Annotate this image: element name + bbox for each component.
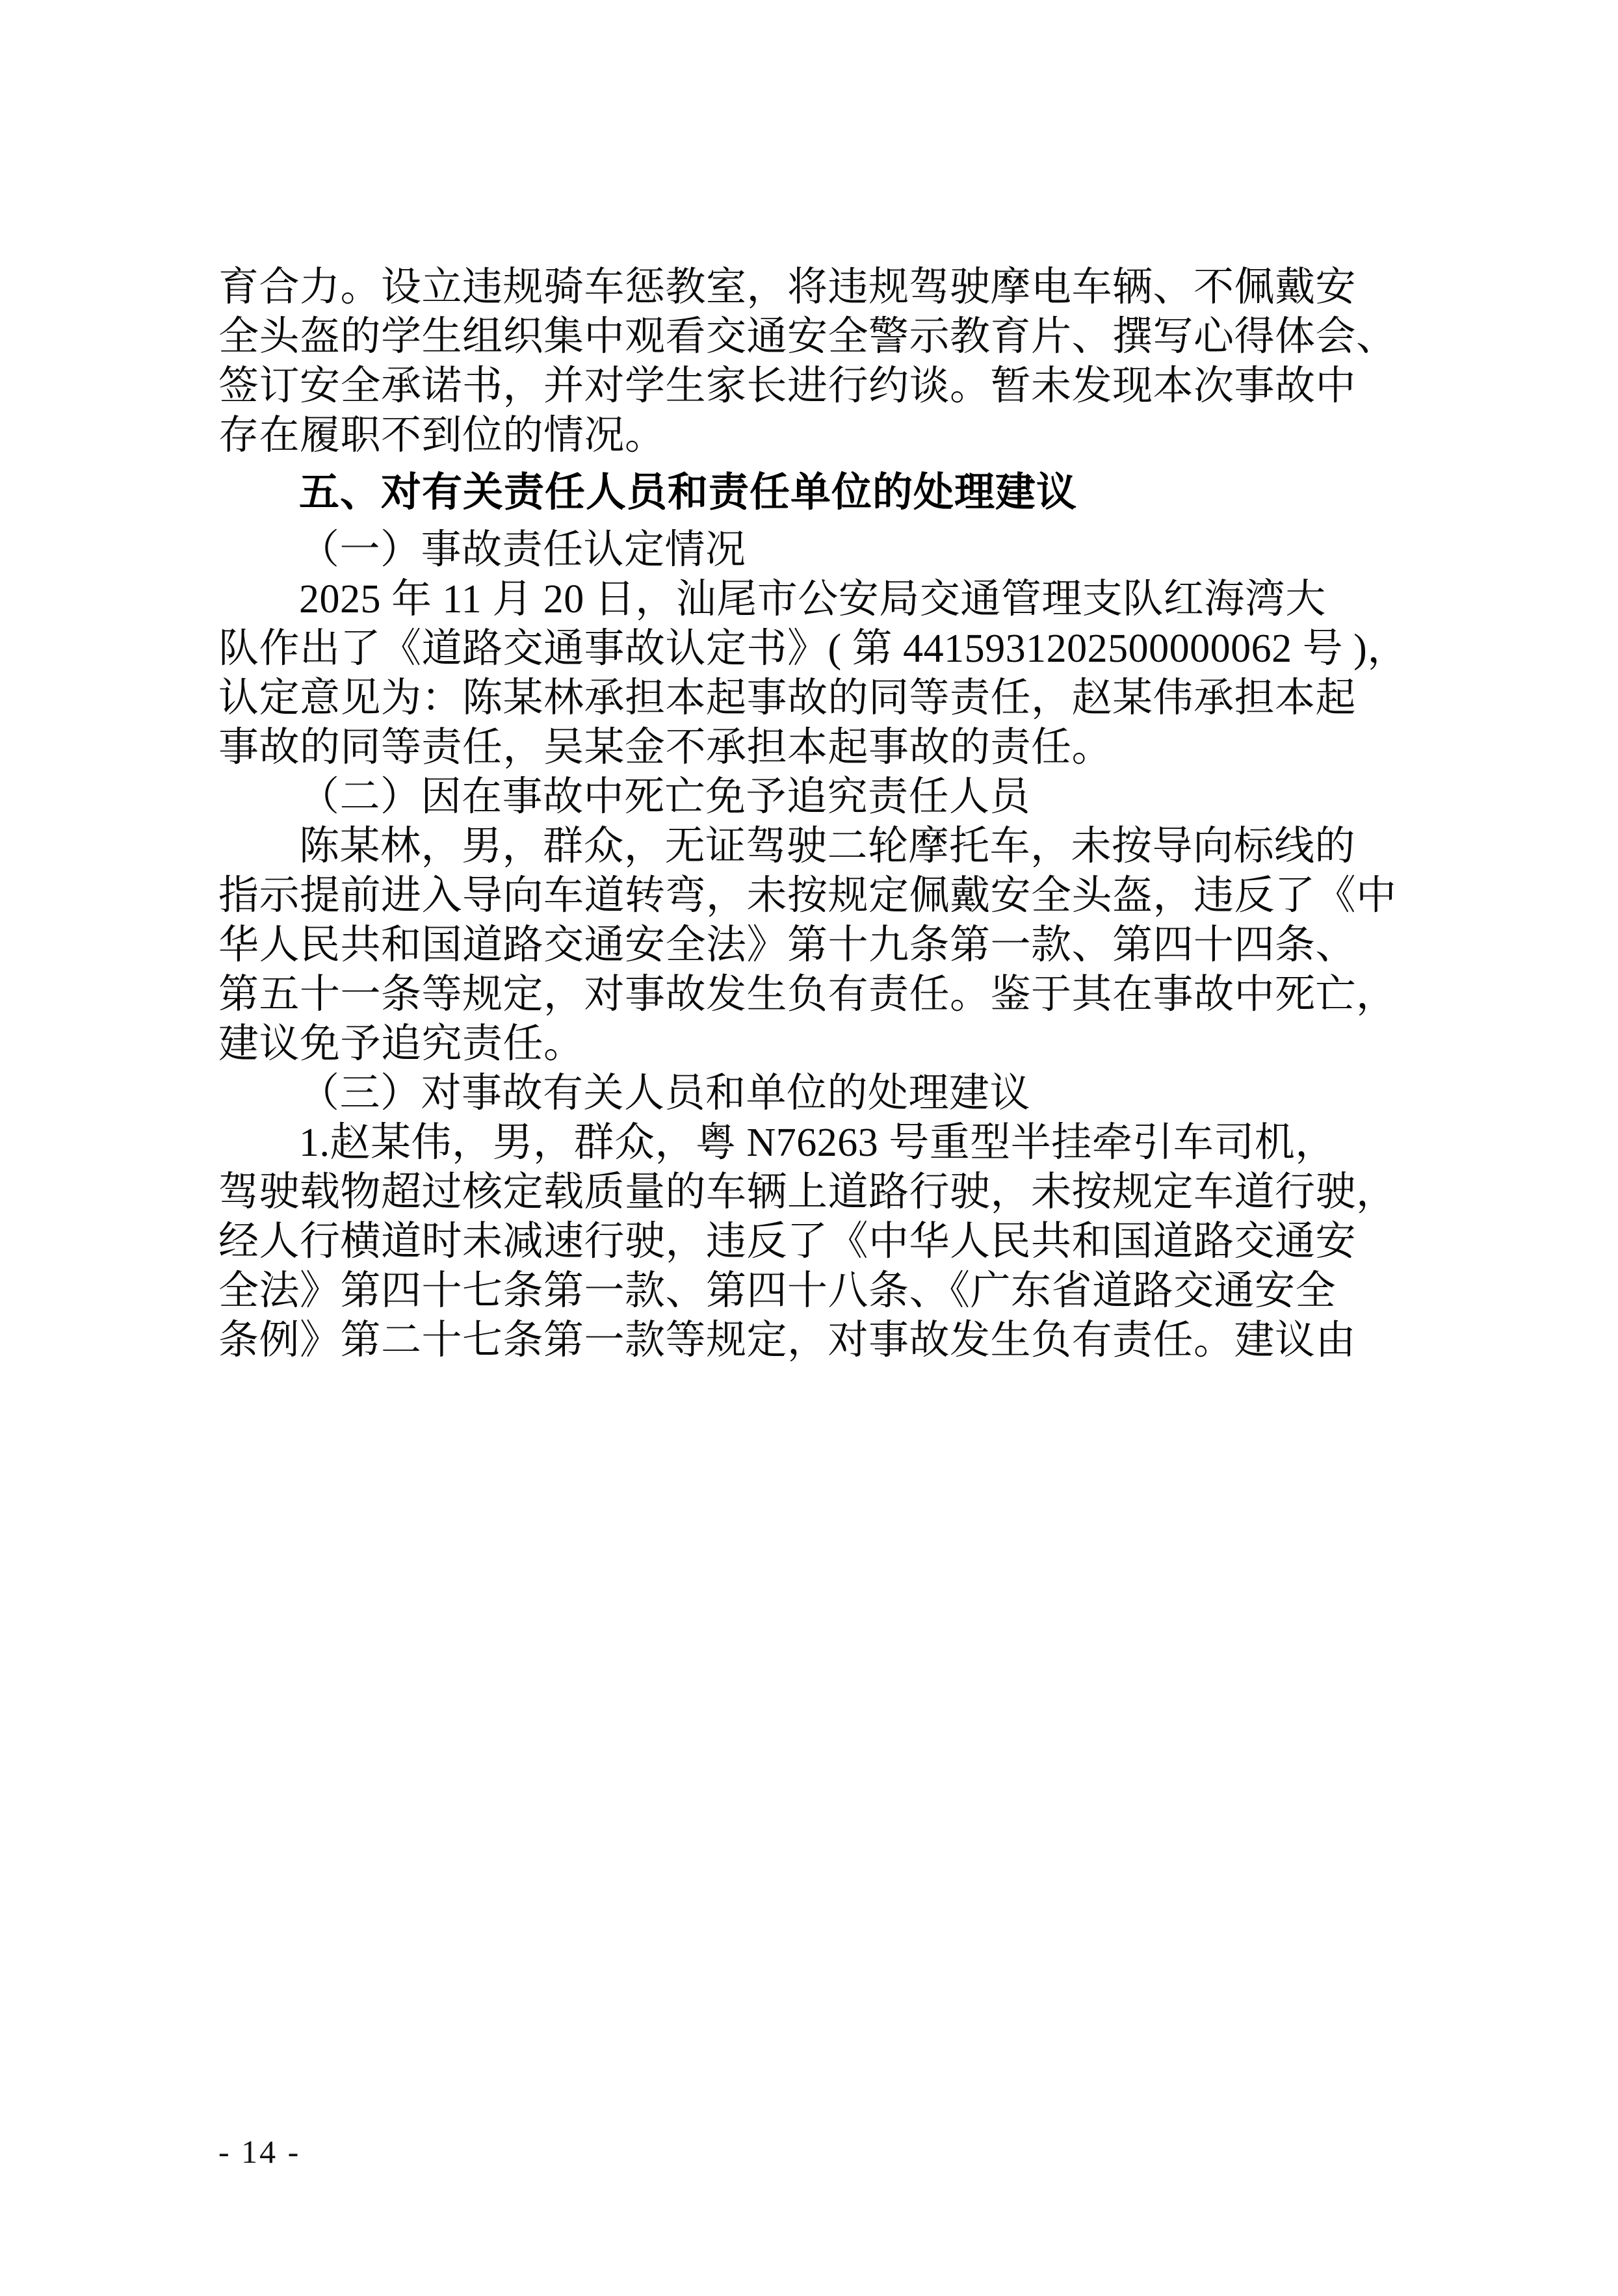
- subsection-heading-two: （二）因在事故中死亡免予追究责任人员: [299, 775, 1031, 819]
- body-line: [218, 1217, 1416, 1266]
- body-line: 存在履职不到位的情况。: [218, 413, 666, 458]
- body-line: [218, 361, 1416, 411]
- body-line: [218, 673, 1416, 723]
- body-line: [218, 1118, 1496, 1168]
- body-line: 事故的同等责任，吴某金不承担本起事故的责任。: [218, 725, 1113, 770]
- body-line-text: 陈某林，男，群众，无证驾驶二轮摩托车，未按导向标线的: [299, 824, 1356, 868]
- body-line-text: 指示提前进入导向车道转弯，未按规定佩戴安全头盔，违反了《中: [218, 874, 1397, 918]
- body-line-text: 育合力。设立违规骑车惩教室，将违规驾驶摩电车辆、不佩戴安: [218, 265, 1357, 309]
- body-line: 建议免予追究责任。: [218, 1022, 584, 1066]
- body-line: [218, 970, 1416, 1019]
- document-body: [218, 263, 1416, 1365]
- body-line: [218, 312, 1416, 361]
- body-line-text: 签订安全承诺书，并对学生家长进行约谈。暂未发现本次事故中: [218, 364, 1357, 408]
- body-line: [218, 624, 1416, 673]
- subsection-heading-three: （三）对事故有关人员和单位的处理建议: [299, 1071, 1031, 1115]
- body-line: [218, 871, 1416, 920]
- body-line: [218, 263, 1416, 312]
- subsection-heading-one: （一）事故责任认定情况: [299, 528, 746, 572]
- body-line: [218, 1316, 1416, 1365]
- body-line: [218, 822, 1496, 871]
- body-line: [218, 920, 1416, 970]
- body-line-text: 第五十一条等规定，对事故发生负有责任。鉴于其在事故中死亡，: [218, 972, 1397, 1017]
- body-line-text: 经人行横道时未减速行驶，违反了《中华人民共和国道路交通安: [218, 1220, 1357, 1264]
- body-line-text: 全头盔的学生组织集中观看交通安全警示教育片、撰写心得体会、: [218, 315, 1397, 359]
- page-number: - 14 -: [218, 2133, 301, 2170]
- body-line-text: 1.赵某伟，男，群众，粤 N76263 号重型半挂牵引车司机，: [299, 1121, 1336, 1165]
- body-line-text: 华人民共和国道路交通安全法》第十九条第一款、第四十四条、: [218, 923, 1357, 967]
- body-line-text: 全法》第四十七条第一款、第四十八条、《广东省道路交通安全: [218, 1269, 1337, 1313]
- body-line-text: 条例》第二十七条第一款等规定，对事故发生负有责任。建议由: [218, 1318, 1357, 1363]
- body-line-text: 认定意见为：陈某林承担本起事故的同等责任，赵某伟承担本起: [218, 676, 1357, 720]
- body-line: [218, 1168, 1416, 1217]
- body-line-text: 驾驶载物超过核定载质量的车辆上道路行驶，未按规定车道行驶，: [218, 1170, 1397, 1214]
- body-line-text: 队作出了《道路交通事故认定书》( 第 4415931202500000062 号 )，: [218, 627, 1408, 671]
- section-heading-five: 五、对有关责任人员和责任单位的处理建议: [299, 470, 1078, 515]
- body-line-text: 2025 年 11 月 20 日，汕尾市公安局交通管理支队红海湾大: [299, 577, 1326, 621]
- paragraph-gap: [218, 460, 1416, 468]
- body-line: [218, 575, 1496, 624]
- body-line: [218, 1266, 1416, 1316]
